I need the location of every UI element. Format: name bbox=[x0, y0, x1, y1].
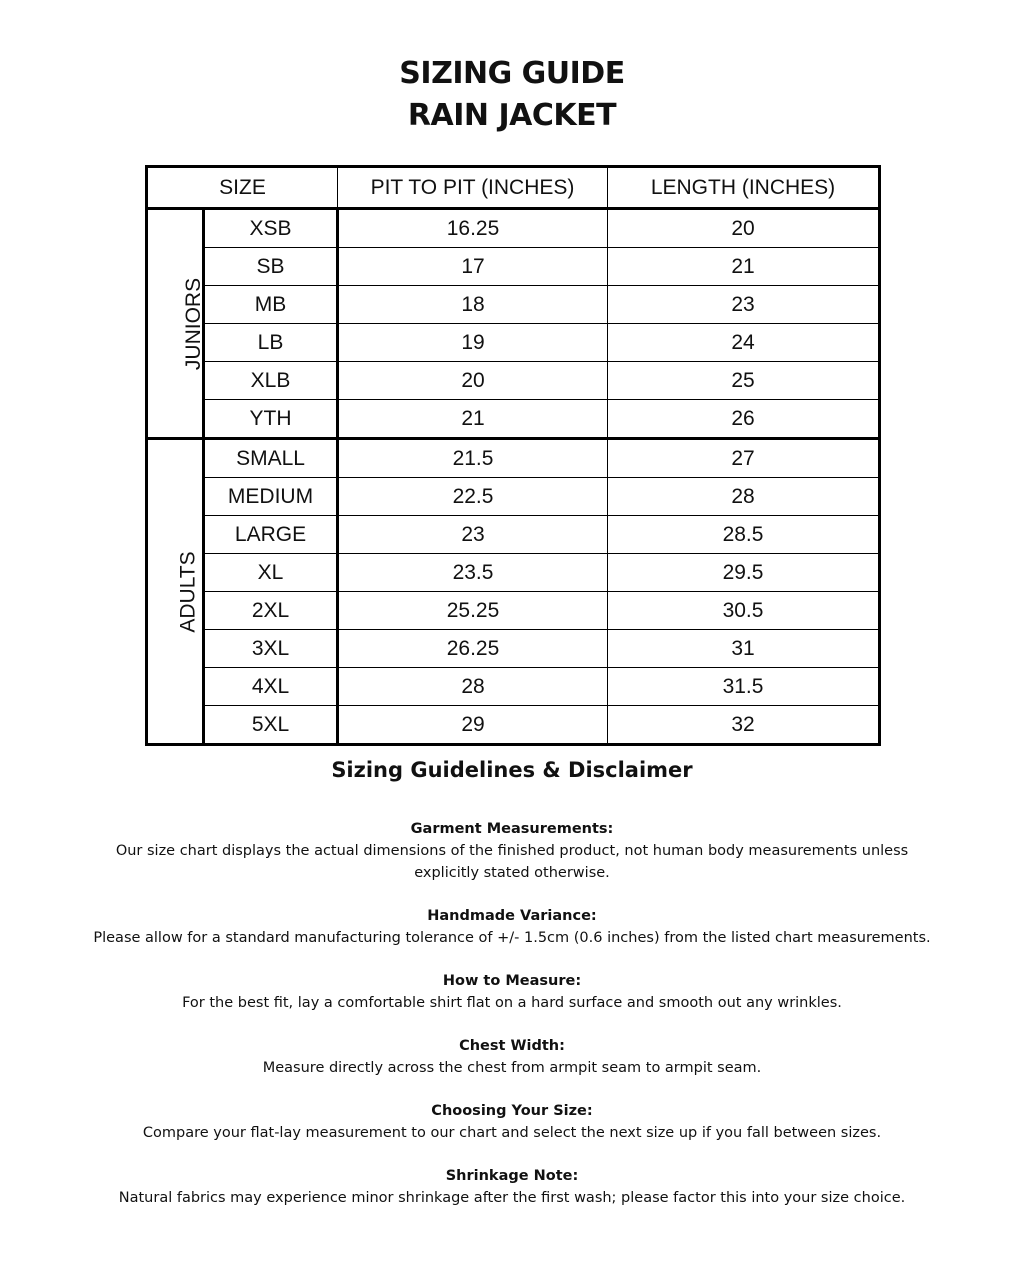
length-cell: 21 bbox=[608, 248, 880, 286]
table-row bbox=[147, 362, 880, 400]
length-cell: 25 bbox=[608, 362, 880, 400]
note-garment-measurements bbox=[0, 818, 1024, 884]
table-row bbox=[147, 478, 880, 516]
length-cell: 30.5 bbox=[608, 592, 880, 630]
size-cell: XL bbox=[204, 554, 338, 592]
length-cell: 20 bbox=[608, 209, 880, 248]
pit-to-pit-cell: 26.25 bbox=[338, 630, 608, 668]
note-body: Our size chart displays the actual dimensions of the finished product, not human body measurements unless explicitly stated otherwise. bbox=[115, 843, 909, 881]
note-shrinkage bbox=[0, 1165, 1024, 1209]
pit-to-pit-cell: 21.5 bbox=[338, 439, 608, 478]
pit-to-pit-cell: 19 bbox=[338, 324, 608, 362]
note-title: Chest Width: bbox=[459, 1038, 565, 1054]
length-cell: 29.5 bbox=[608, 554, 880, 592]
guidelines-heading: Sizing Guidelines & Disclaimer bbox=[331, 758, 693, 782]
pit-to-pit-cell: 25.25 bbox=[338, 592, 608, 630]
length-cell: 24 bbox=[608, 324, 880, 362]
length-cell: 23 bbox=[608, 286, 880, 324]
pit-to-pit-cell: 21 bbox=[338, 400, 608, 439]
size-cell: MEDIUM bbox=[204, 478, 338, 516]
table-row bbox=[147, 592, 880, 630]
page-subtitle: RAIN JACKET bbox=[407, 98, 617, 133]
pit-to-pit-cell: 28 bbox=[338, 668, 608, 706]
size-chart-body bbox=[147, 209, 880, 745]
pit-to-pit-cell: 16.25 bbox=[338, 209, 608, 248]
note-title: How to Measure: bbox=[442, 973, 582, 989]
size-cell: 4XL bbox=[204, 668, 338, 706]
length-cell: 26 bbox=[608, 400, 880, 439]
table-row bbox=[147, 516, 880, 554]
table-row bbox=[147, 400, 880, 439]
size-cell: SB bbox=[204, 248, 338, 286]
pit-to-pit-cell: 18 bbox=[338, 286, 608, 324]
pit-to-pit-cell: 29 bbox=[338, 706, 608, 745]
note-body: For the best fit, lay a comfortable shirt flat on a hard surface and smooth out any wrinkles. bbox=[182, 995, 842, 1011]
note-how-to-measure bbox=[0, 970, 1024, 1014]
note-chest-width bbox=[0, 1035, 1024, 1079]
size-cell: 3XL bbox=[204, 630, 338, 668]
size-chart-table bbox=[145, 165, 881, 746]
header-size: SIZE bbox=[147, 167, 338, 209]
length-cell: 31.5 bbox=[608, 668, 880, 706]
note-title: Choosing Your Size: bbox=[431, 1103, 593, 1119]
header-pit-to-pit: PIT TO PIT (INCHES) bbox=[338, 167, 608, 209]
note-choosing-size bbox=[0, 1100, 1024, 1144]
table-row bbox=[147, 554, 880, 592]
table-row bbox=[147, 439, 880, 478]
page-title: SIZING GUIDE bbox=[399, 56, 625, 91]
table-row bbox=[147, 286, 880, 324]
pit-to-pit-cell: 20 bbox=[338, 362, 608, 400]
length-cell: 28 bbox=[608, 478, 880, 516]
guidelines-notes bbox=[0, 818, 1024, 1230]
size-cell: XSB bbox=[204, 209, 338, 248]
pit-to-pit-cell: 23 bbox=[338, 516, 608, 554]
group-label-cell bbox=[147, 439, 204, 745]
size-cell: SMALL bbox=[204, 439, 338, 478]
table-row bbox=[147, 324, 880, 362]
size-cell: XLB bbox=[204, 362, 338, 400]
table-row bbox=[147, 706, 880, 745]
pit-to-pit-cell: 23.5 bbox=[338, 554, 608, 592]
size-cell: 2XL bbox=[204, 592, 338, 630]
note-title: Shrinkage Note: bbox=[445, 1168, 579, 1184]
note-body: Compare your flat-lay measurement to our chart and select the next size up if you fall between sizes. bbox=[142, 1125, 882, 1141]
length-cell: 28.5 bbox=[608, 516, 880, 554]
table-row bbox=[147, 668, 880, 706]
table-row bbox=[147, 630, 880, 668]
size-cell: 5XL bbox=[204, 706, 338, 745]
size-cell: LARGE bbox=[204, 516, 338, 554]
size-cell: LB bbox=[204, 324, 338, 362]
length-cell: 31 bbox=[608, 630, 880, 668]
pit-to-pit-cell: 22.5 bbox=[338, 478, 608, 516]
group-label-cell bbox=[147, 209, 204, 439]
note-title: Garment Measurements: bbox=[410, 821, 614, 837]
size-cell: YTH bbox=[204, 400, 338, 439]
pit-to-pit-cell: 17 bbox=[338, 248, 608, 286]
note-handmade-variance bbox=[0, 905, 1024, 949]
note-body: Measure directly across the chest from armpit seam to armpit seam. bbox=[262, 1060, 762, 1076]
table-row bbox=[147, 248, 880, 286]
note-title: Handmade Variance: bbox=[427, 908, 597, 924]
length-cell: 32 bbox=[608, 706, 880, 745]
note-body: Please allow for a standard manufacturing tolerance of +/- 1.5cm (0.6 inches) from the listed chart measurements. bbox=[93, 930, 931, 946]
group-label: JUNIORS bbox=[182, 277, 206, 370]
size-cell: MB bbox=[204, 286, 338, 324]
header-length: LENGTH (INCHES) bbox=[608, 167, 880, 209]
note-body: Natural fabrics may experience minor shrinkage after the first wash; please factor this into your size choice. bbox=[118, 1190, 906, 1206]
group-label: ADULTS bbox=[176, 550, 200, 633]
length-cell: 27 bbox=[608, 439, 880, 478]
table-row bbox=[147, 209, 880, 248]
